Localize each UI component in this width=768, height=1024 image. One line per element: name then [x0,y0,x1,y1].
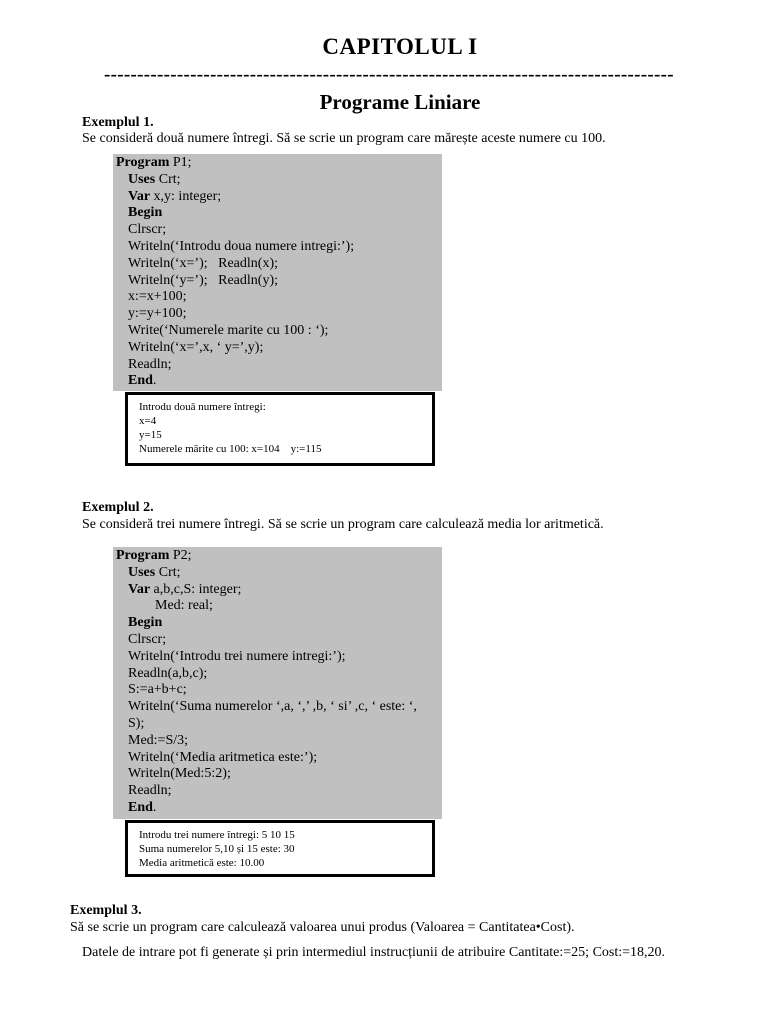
code-line: Uses Crt; [128,564,181,580]
code-line: Var a,b,c,S: integer; [128,581,242,597]
code-line: Writeln(‘Introdu trei numere intregi:’); [128,648,346,664]
code-line: y:=y+100; [128,306,187,322]
example-1-statement: Se consideră două numere întregi. Să se scrie un program care mărește aceste numere cu 100. [82,131,606,146]
code-line: Clrscr; [128,631,167,647]
example-1-output-box [125,392,435,466]
code-line: Writeln(‘Media aritmetica este:’); [128,749,318,765]
code-line: End. [128,373,157,389]
section-title: Programe Liniare [319,90,481,114]
code-line: Writeln(‘x=’); Readln(x); [128,255,279,271]
code-line: Begin [128,615,163,631]
example-2-statement: Se consideră trei numere întregi. Să se scrie un program care calculează media lor aritmetică. [82,517,604,532]
code-line: Writeln(‘Suma numerelor ‘,a, ‘,’ ,b, ‘ si’ ,c, ‘ este: ‘, S); [128,699,417,731]
code-line: S:=a+b+c; [128,682,187,698]
code-line: Clrscr; [128,222,167,238]
output-line: Media aritmetică este: 10.00 [139,857,265,869]
code-line: Var x,y: integer; [128,188,222,204]
output-line: Suma numerelor 5,10 și 15 este: 30 [139,843,295,855]
example-3-title: Exemplul 3. [70,903,142,918]
example-2-code-block [113,547,442,819]
code-line: Program P2; [116,548,192,563]
output-line: Introdu trei numere întregi: 5 10 15 [139,829,295,841]
code-line: Writeln(Med:5:2); [128,766,231,782]
code-line: End. [128,799,157,815]
chapter-title: CAPITOLUL I [322,34,478,59]
code-line: x:=x+100; [128,289,187,305]
code-line: Begin [128,205,163,221]
code-line: Readln; [128,356,172,372]
code-line: Readln(a,b,c); [128,665,208,681]
separator-line: -------------------------------------------------------------------------------------- [104,64,674,85]
code-line: Med: real; [155,598,213,614]
code-line: Writeln(‘y=’); Readln(y); [128,272,279,288]
example-2-output-box [125,820,435,877]
code-line: Writeln(‘Introdu doua numere intregi:’); [128,238,355,254]
output-line: y=15 [139,429,162,441]
output-line: Introdu două numere întregi: [139,401,266,413]
example-1-code-block [113,154,442,391]
example-3-note: Datele de intrare pot fi generate și prin intermediul instrucțiunii de atribuire Cantitate:=25; Cost:=18,20. [82,945,666,960]
code-line: Readln; [128,783,172,799]
code-line: Uses Crt; [128,171,181,187]
code-line: Program P1; [116,155,192,170]
example-1-title: Exemplul 1. [82,115,154,130]
code-line: Med:=S/3; [128,732,189,748]
code-line: Write(‘Numerele marite cu 100 : ‘); [128,322,329,338]
code-line: Writeln(‘x=’,x, ‘ y=’,y); [128,339,264,355]
output-line: x=4 [139,415,157,427]
output-line: Numerele mărite cu 100: x=104 y:=115 [139,443,322,455]
example-3-statement: Să se scrie un program care calculează valoarea unui produs (Valoarea = Cantitatea•Cost). [70,920,575,935]
example-2-title: Exemplul 2. [82,500,154,515]
